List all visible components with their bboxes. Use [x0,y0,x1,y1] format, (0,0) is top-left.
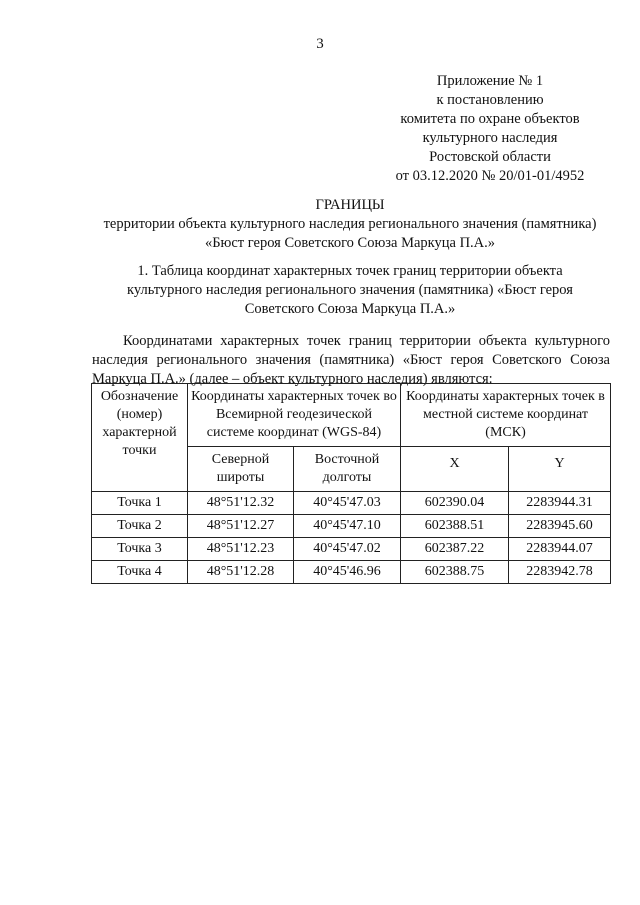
page-number: 3 [316,36,324,52]
table-row [92,561,611,584]
header-wgs84: Координаты характерных точек во Всемирной геодезической системе координат (WGS-84) [188,384,401,447]
cell-x: 602388.75 [401,561,509,584]
table-row [92,538,611,561]
cell-point: Точка 4 [92,561,188,584]
intro-paragraph [92,332,610,389]
appendix-line: к постановлению [436,92,544,108]
cell-y: 2283944.07 [509,538,611,561]
intro-line: Координатами характерных точек границ территории объекта культурного [123,333,610,349]
section-heading-line: культурного наследия регионального значения (памятника) «Бюст героя [127,282,573,298]
cell-y: 2283945.60 [509,515,611,538]
cell-x: 602387.22 [401,538,509,561]
section-heading-line: 1. Таблица координат характерных точек границ территории объекта [137,263,563,279]
section-heading-line: Советского Союза Маркуца П.А.» [244,301,456,317]
cell-longitude: 40°45'46.96 [294,561,401,584]
cell-latitude: 48°51'12.32 [188,492,294,515]
title-heading: ГРАНИЦЫ [315,197,385,213]
cell-point: Точка 3 [92,538,188,561]
intro-line: Маркуца П.А.» (далее – объект культурного наследия) являются: [92,371,493,387]
table-row [92,515,611,538]
cell-longitude: 40°45'47.02 [294,538,401,561]
intro-line: наследия регионального значения (памятника) «Бюст героя Советского Союза [92,352,610,368]
appendix-line: культурного наследия [422,130,558,146]
title-line: территории объекта культурного наследия регионального значения (памятника) [103,216,597,232]
cell-latitude: 48°51'12.28 [188,561,294,584]
table-header-row [92,384,611,447]
cell-x: 602390.04 [401,492,509,515]
header-longitude: Восточной долготы [294,447,401,492]
cell-x: 602388.51 [401,515,509,538]
cell-point: Точка 1 [92,492,188,515]
document-title [60,196,640,253]
title-line: «Бюст героя Советского Союза Маркуца П.А.» [204,235,496,251]
cell-longitude: 40°45'47.03 [294,492,401,515]
appendix-line: Приложение № 1 [436,73,544,89]
header-msk: Координаты характерных точек в местной системе координат (МСК) [401,384,611,447]
section-heading [60,262,640,319]
header-y: Y [509,447,611,492]
cell-point: Точка 2 [92,515,188,538]
header-designation: Обозначение (номер) характерной точки [92,384,188,492]
appendix-block [370,72,610,186]
cell-latitude: 48°51'12.27 [188,515,294,538]
cell-longitude: 40°45'47.10 [294,515,401,538]
coordinates-table [91,383,611,584]
appendix-line: комитета по охране объектов [400,111,580,127]
appendix-line: Ростовской области [429,149,551,165]
cell-y: 2283942.78 [509,561,611,584]
cell-latitude: 48°51'12.23 [188,538,294,561]
cell-y: 2283944.31 [509,492,611,515]
appendix-line: от 03.12.2020 № 20/01-01/4952 [395,168,585,184]
header-x: X [401,447,509,492]
table-row [92,492,611,515]
header-latitude: Северной широты [188,447,294,492]
